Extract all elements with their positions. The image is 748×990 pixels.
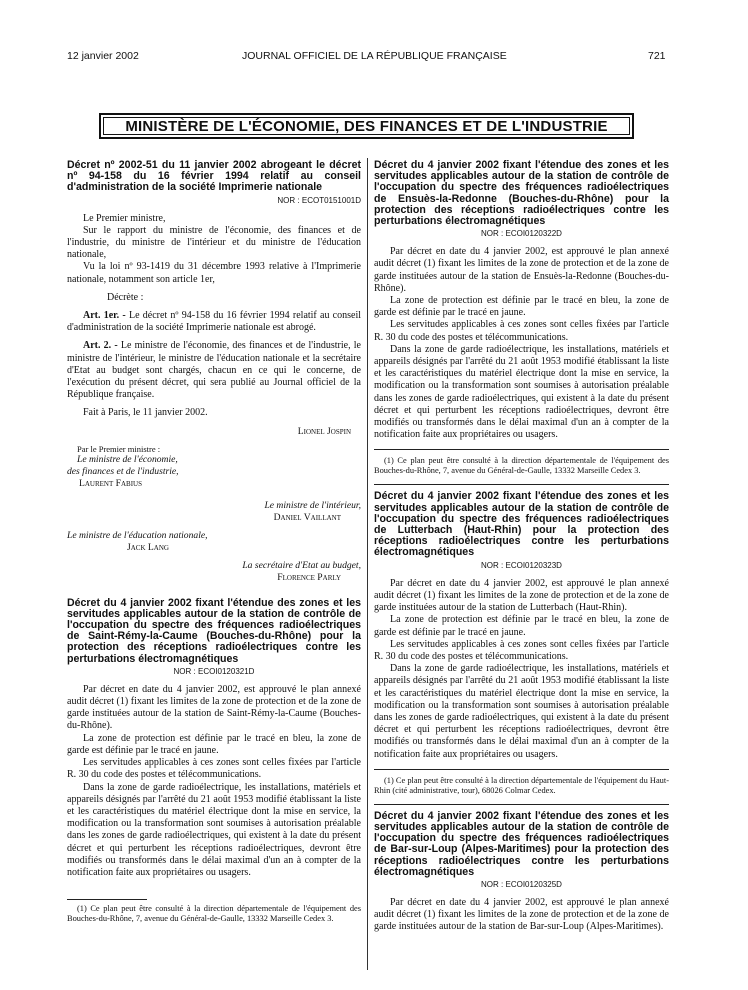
banner-inner-border <box>103 117 630 135</box>
footnote-separator <box>374 449 669 450</box>
decree-1-para: Sur le rapport du ministre de l'économie, des finances et de l'industrie, du ministre de l'intérieur et du ministre de l'éducation nationale, <box>67 224 361 261</box>
signature-edu-role: Le ministre de l'éducation nationale, <box>67 529 208 541</box>
signature-int-name: Daniel Vaillant <box>273 511 341 523</box>
decree-4-para: La zone de protection est définie par le tracé en bleu, la zone de garde est définie par le tracé en jaune. <box>374 614 669 638</box>
decree-1-para: Le Premier ministre, <box>83 212 166 224</box>
article-1-heading: Art. 1er. - <box>83 310 126 322</box>
decree-1-nor: NOR : ECOT0151001D <box>277 195 361 205</box>
footnote-separator <box>374 769 669 770</box>
signature-eco-role-1: Le ministre de l'économie, <box>77 453 178 465</box>
article-1-text: Le décret nº 94-158 du 16 février 1994 relatif au conseil d'administration de la société Imprimerie nationale est abrogé. <box>67 310 361 334</box>
decree-4-para: Les servitudes applicables à ces zones sont celles fixées par l'article R. 30 du code des postes et télécommunications. <box>374 638 669 662</box>
decree-1-article-2 <box>67 340 361 401</box>
decree-2-para: La zone de protection est définie par le tracé en bleu, la zone de garde est définie par le tracé en jaune. <box>67 732 361 756</box>
decree-3-para: Dans la zone de garde radioélectrique, les installations, matériels et appareils désignés par l'arrêté du 21 août 1953 modifié établissant la liste et les caractéristiques du matériel électrique dont la mise en service, la modification ou la transformation sont soumises à autorisation préalable dans les zones de garde radioélectriques, qui existent à la date du présent décret et qui perturbent les réceptions radioélectriques, devront être modifiés ou transformés dans le délai maximal d'un an à compter de la notification faite aux propriétaires ou usagers. <box>374 343 669 441</box>
decree-2-para: Par décret en date du 4 janvier 2002, est approuvé le plan annexé audit décret (1) fixant les limites de la zone de protection et de la zone de garde instituées autour de la station de Saint-Rémy-la-Caume (Bouches-du-Rhône). <box>67 683 361 732</box>
banner-title: MINISTÈRE DE L'ÉCONOMIE, DES FINANCES ET DE L'INDUSTRIE <box>125 117 608 135</box>
header-journal: JOURNAL OFFICIEL DE LA RÉPUBLIQUE FRANÇAISE <box>242 50 507 62</box>
decree-2-title: Décret du 4 janvier 2002 fixant l'étendue des zones et les servitudes applicables autour de la station de contrôle de l'occupation du spectre des fréquences radioélectriques de Saint-Rémy-la-Caume (Bouches-du-Rhône) pour la protection des réceptions radioélectriques contre les perturbations électromagnétiques <box>67 596 361 665</box>
signature-prime-minister: Lionel Jospin <box>297 425 351 437</box>
signature-bud-name: Florence Parly <box>277 571 341 583</box>
footnote-rule <box>67 899 147 900</box>
decree-4-title: Décret du 4 janvier 2002 fixant l'étendue des zones et les servitudes applicables autour de la station de contrôle de l'occupation du spectre des fréquences radioélectriques de Lutterbach (Haut-Rhin) pour la protection des réceptions radioélectriques contre les perturbations électromagnétiques <box>374 490 669 559</box>
decree-3-title: Décret du 4 janvier 2002 fixant l'étendue des zones et les servitudes applicables autour de la station de contrôle de l'occupation du spectre des fréquences radioélectriques de Ensuès-la-Redonne (Bouches-du-Rhône) pour la protection des réceptions radioélectriques contre les perturbations électromagnétiques <box>374 159 669 228</box>
decree-2-footnote: (1) Ce plan peut être consulté à la direction départementale de l'équipement des Bouches-du-Rhône, 7, avenue du Général-de-Gaulle, 13332 Marseille Cedex 3. <box>67 904 361 924</box>
right-column <box>374 160 669 934</box>
decree-2-para: Les servitudes applicables à ces zones sont celles fixées par l'article R. 30 du code des postes et télécommunications. <box>67 757 361 781</box>
decree-4-footnote: (1) Ce plan peut être consulté à la direction départementale de l'équipement du Haut-Rhin (cité administrative, tour), 68026 Colmar Cedex. <box>374 775 669 795</box>
decree-3-para: La zone de protection est définie par le tracé en bleu, la zone de garde est définie par le tracé en jaune. <box>374 295 669 319</box>
signature-eco-name: Laurent Fabius <box>79 477 142 489</box>
signature-bud-role: La secrétaire d'Etat au budget, <box>242 559 361 571</box>
decree-1-para: Vu la loi nº 93-1419 du 31 décembre 1993 relative à l'Imprimerie nationale, notamment son article 1er, <box>67 261 361 285</box>
section-separator <box>374 484 669 485</box>
decree-5-title: Décret du 4 janvier 2002 fixant l'étendue des zones et les servitudes applicables autour de la station de contrôle de l'occupation du spectre des fréquences radioélectriques de Bar-sur-Loup (Alpes-Maritimes) pour la protection des réceptions radioélectriques contre les perturbations électromagnétiques <box>374 809 669 878</box>
decree-1-done-at: Fait à Paris, le 11 janvier 2002. <box>83 407 208 419</box>
decree-3-nor: NOR : ECOI0120322D <box>481 229 562 239</box>
decree-3-para: Par décret en date du 4 janvier 2002, est approuvé le plan annexé audit décret (1) fixant les limites de la zone de protection et de la zone de garde instituées autour de la station de Ensuès-la-Redonne (Bouches-du-Rhône). <box>374 246 669 294</box>
decree-1-title: Décret nº 2002-51 du 11 janvier 2002 abrogeant le décret nº 94-158 du 16 février 1994 relatif au conseil d'administration de la société Imprimerie nationale <box>67 159 361 194</box>
decree-3-footnote: (1) Ce plan peut être consulté à la direction départementale de l'équipement des Bouches-du-Rhône, 7, avenue du Général-de-Gaulle, 13332 Marseille Cedex 3. <box>374 456 669 476</box>
article-2-heading: Art. 2. - <box>83 340 118 352</box>
decree-1-article-1 <box>67 310 361 334</box>
decree-4-para: Par décret en date du 4 janvier 2002, est approuvé le plan annexé audit décret (1) fixant les limites de la zone de protection et de la zone de garde instituées autour de la station de Lutterbach (Haut-Rhin). <box>374 577 669 614</box>
decree-3-para: Les servitudes applicables à ces zones sont celles fixées par l'article R. 30 du code des postes et télécommunications. <box>374 319 669 343</box>
decree-4-para: Dans la zone de garde radioélectrique, les installations, matériels et appareils désignés par l'arrêté du 21 août 1953 modifié établissant la liste et les caractéristiques du matériel électrique dont la mise en service, la modification ou la transformation sont soumises à autorisation préalable dans les zones de garde radioélectriques, qui existent à la date du présent décret et qui perturbent les réceptions radioélectriques, devront être modifiés ou transformés dans le délai maximal d'un an à compter de la notification faite aux propriétaires ou usagers. <box>374 663 669 760</box>
section-separator <box>374 804 669 805</box>
decree-5-para: Par décret en date du 4 janvier 2002, est approuvé le plan annexé audit décret (1) fixant les limites de la zone de protection et de la zone de garde instituées autour de la station de Bar-sur-Loup (Alpes-Maritimes). <box>374 896 669 933</box>
signature-int-role: Le ministre de l'intérieur, <box>264 499 361 511</box>
header-page-number: 721 <box>648 50 666 62</box>
signature-edu-name: Jack Lang <box>127 541 169 553</box>
header-date: 12 janvier 2002 <box>67 50 139 62</box>
ministry-banner <box>99 113 634 139</box>
decree-1-decrete: Décrète : <box>107 291 144 303</box>
left-column <box>67 160 361 924</box>
signature-par-premier-ministre: Par le Premier ministre : <box>77 443 161 454</box>
decree-2-nor: NOR : ECOI0120321D <box>173 666 255 676</box>
signature-eco-role-2: des finances et de l'industrie, <box>67 465 179 477</box>
article-2-text: Le ministre de l'économie, des finances et de l'industrie, le ministre de l'intérieur, le ministre de l'éducation nationale et la secrétaire d'Etat au budget sont chargés, chacun en ce qui le concerne, de l'exécution du présent décret, qui sera publié au Journal officiel de la République française. <box>67 340 361 401</box>
decree-5-nor: NOR : ECOI0120325D <box>481 879 562 889</box>
decree-4-nor: NOR : ECOI0120323D <box>481 560 562 570</box>
decree-2-para: Dans la zone de garde radioélectrique, les installations, matériels et appareils désignés par l'arrêté du 21 août 1953 modifié établissant la liste et les caractéristiques du matériel électrique dont la mise en service, la modification ou la transformation sont soumises à autorisation préalable dans les zones de garde radioélectriques, qui existent à la date du présent décret et qui perturbent les réceptions radioélectriques, devront être modifiés ou transformés dans le délai maximal d'un an à compter de la notification faite aux propriétaires ou usagers. <box>67 781 361 878</box>
column-divider <box>367 158 368 970</box>
